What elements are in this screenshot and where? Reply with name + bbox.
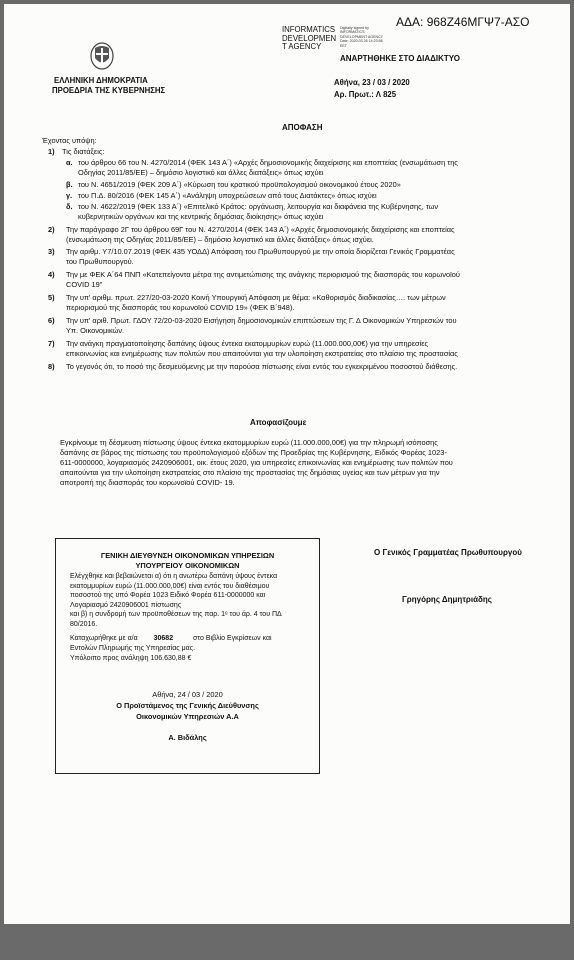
stamp-head-title: Ο Προϊστάμενος της Γενικής Διεύθυνσης	[116, 701, 259, 710]
greek-emblem-icon	[90, 42, 114, 70]
text-line: του Ν. 4622/2019 (ΦΕΚ 133 Α΄) «Επιτελικό Κράτος: οργάνωση, λειτουργία και διαφάνεια της Κυβέρνησης, των	[78, 202, 439, 211]
text-line: Την υπ' αριθ. Πρωτ. ΓΔΟΥ 72/20-03-2020 Εισήγηση δημοσιονομικών επιπτώσεων της Γ. Δ Οικονομικών Υπηρεσιών του	[66, 316, 457, 325]
text-line: 80/2016.	[70, 620, 98, 628]
text-line: και β) η συνδρομή των προϋποθέσεων της παρ. 1ᵉ του άρ. 4 του ΠΔ	[70, 611, 282, 619]
text-line: του Π.Δ. 80/2016 (ΦΕΚ 145 Α΄) «Ανάληψη υποχρεώσεων από τους Διατάκτες» όπως ισχύει	[78, 191, 377, 200]
item-text	[66, 225, 455, 245]
protocol-number: Αρ. Πρωτ.: Λ 825	[334, 90, 397, 99]
item-number: 1)	[48, 147, 55, 156]
text-line: του Πρωθυπουργού.	[66, 257, 134, 266]
item-text	[66, 270, 460, 290]
stamp-date: Αθήνα, 24 / 03 / 2020	[152, 690, 223, 699]
text-line: Την αριθμ. Υ7/10.07.2019 (ΦΕΚ 435 ΥΟΔΔ) Απόφαση του Πρωθυπουργού με την οποία διορίζεται Γενικός Γραμματέας	[66, 247, 455, 256]
text-line: περιορισμού της διασποράς του κορωνοϊού COVID 19» (ΦΕΚ Β΄948).	[66, 303, 295, 312]
org-subname: ΠΡΟΕΔΡΙΑ ΤΗΣ ΚΥΒΕΡΝΗΣΗΣ	[52, 86, 166, 95]
informatics-line: INFORMATICS	[282, 25, 336, 34]
stamp-body	[70, 572, 282, 630]
sub-item-marker: δ.	[66, 202, 73, 211]
text-line: αποτροπή της διασποράς του κορωνοϊού COVID- 19.	[60, 478, 235, 487]
secretary-name: Γρηγόρης Δημητριάδης	[402, 595, 492, 604]
item-number: 6)	[48, 316, 55, 325]
decision-text	[60, 438, 453, 488]
text-line: επικοινωνίας και ενημέρωσης των πολιτών που απαιτούνται για την υλοποίηση εκστρατείας στο πλαίσιο της προστασίας	[66, 349, 458, 358]
text-line: του άρθρου 66 του Ν. 4270/2014 (ΦΕΚ 143 Α΄) «Αρχές δημοσιονομικής διαχείρισης και εποπτείας (ενσωμάτωση της	[78, 158, 458, 167]
item-number: 7)	[48, 339, 55, 348]
item-text	[66, 339, 458, 359]
item-number: 4)	[48, 270, 55, 279]
item-number: 8)	[48, 362, 55, 371]
text-line: Ελέγχθηκε και βεβαιώνεται α) ότι η ανωτέρω δαπάνη ύψους έντεκα	[70, 573, 278, 580]
text-line: Οδηγίας 2011/85/ΕΕ) – δημόσιο λογιστικό και άλλες διατάξεις» όπως ισχύει	[78, 168, 324, 177]
ada-code: ΑΔΑ: 968Z46ΜΓΨ7-ΑΣΟ	[396, 15, 530, 29]
sub-item-marker: γ.	[66, 191, 73, 200]
text-line: δαπάνης σε βάρος της πίστωσης του προϋπολογισμού εξόδων της Προεδρίας της Κυβέρνησης, Ειδικός Φορέας 1023-	[60, 448, 447, 457]
sub-item-text	[78, 180, 401, 190]
decide-heading: Αποφασίζουμε	[250, 418, 307, 427]
text-line: Την με ΦΕΚ Α΄64 ΠΝΠ «Κατεπείγοντα μέτρα της αντιμετώπισης της ανάγκης περιορισμού της διασποράς του κορωνοϊού	[66, 270, 460, 279]
text-line: Εγκρίνουμε τη δέσμευση πίστωσης ύψους έντεκα εκατομμυρίων ευρώ (11.000.000,00€) για την πληρωμή ισόποσης	[60, 438, 438, 447]
text-line: Την παράγραφο 2Γ του άρθρου 69Γ του Ν. 4270/2014 (ΦΕΚ 143 Α΄) «Αρχές δημοσιονομικής διαχείρισης και εποπτείας	[66, 225, 455, 234]
text-line: Το γεγονός ότι, το ποσό της δεσμευόμενης με την παρούσα πίστωσης είναι εντός του εγκεκριμένου ποσοστού διάθεσης.	[66, 362, 458, 371]
remaining-balance: Υπόλοιπο προς ανάληψη 106.630,88 €	[70, 655, 192, 662]
signature-line: DEVELOPMENT AGENCY	[340, 34, 384, 39]
informatics-line: DEVELOPMEN	[282, 33, 337, 43]
document-title: ΑΠΟΦΑΣΗ	[282, 123, 323, 132]
recorded-line	[70, 634, 272, 644]
sub-item-marker: β.	[66, 180, 73, 189]
text-line: Λογαριασμό 2420906001 πίστωσης	[70, 601, 182, 609]
org-name: ΕΛΛΗΝΙΚΗ ΔΗΜΟΚΡΑΤΙΑ	[54, 76, 148, 85]
posted-online-label: ΑΝΑΡΤΗΘΗΚΕ ΣΤΟ ΔΙΑΔΙΚΤΥΟ	[340, 54, 460, 63]
item-number: 3)	[48, 247, 55, 256]
item-text: Τις διατάξεις:	[62, 147, 105, 156]
intro-text: Έχοντας υπόψη:	[42, 136, 97, 145]
sub-item-text	[78, 158, 458, 178]
stamp-subtitle: ΥΠΟΥΡΓΕΙΟΥ ΟΙΚΟΝΟΜΙΚΩΝ	[135, 561, 240, 570]
sub-item-text	[78, 191, 377, 201]
text-line: του Ν. 4651/2019 (ΦΕΚ 209 Α΄) «Κύρωση του κρατικού προϋπολογισμού οικονομικού έτους 2020»	[78, 180, 401, 189]
item-text	[66, 247, 455, 267]
sub-item-text	[78, 202, 438, 222]
text-line: κυβερνητικών οργάνων και της κεντρικής δημόσιας διοίκησης» όπως ισχύει	[78, 212, 324, 221]
text-line: (ενσωμάτωση της Οδηγίας 2011/85/ΕΕ) – δημόσιο λογιστικό και άλλες διατάξεις» όπως ισχύει.	[66, 235, 374, 244]
text-line: Την ανάγκη πραγματοποίησης δαπάνης ύψους έντεκα εκατομμυρίων ευρώ (11.000.000,00€) για την υπηρεσίες	[66, 339, 429, 348]
text-line: Την υπ' αριθμ. πρωτ. 227/20-03-2020 Κοινή Υπουργική Απόφαση με θέμα: «Καθορισμός διαδικασίας…. των μέτρων	[66, 293, 446, 302]
date-place: Αθήνα, 23 / 03 / 2020	[334, 78, 410, 87]
sub-item-marker: α.	[66, 158, 73, 167]
decision-document	[4, 4, 570, 924]
stamp-title: ΓΕΝΙΚΗ ΔΙΕΥΘΥΝΣΗ ΟΙΚΟΝΟΜΙΚΩΝ ΥΠΗΡΕΣΙΩΝ	[100, 551, 275, 560]
recorded-number: 30682	[153, 635, 174, 642]
item-number: 2)	[48, 225, 55, 234]
text-line: COVID 19"	[66, 280, 103, 289]
stamp-head-subtitle: Οικονομικών Υπηρεσιών Α.Α	[136, 712, 239, 721]
stamp-signatory-name: Α. Βιδάλης	[168, 733, 207, 742]
item-text	[66, 316, 457, 336]
text-line: 611-0000000, λογαριασμός 2420906001, οικ. έτους 2020, για υπηρεσίες επικοινωνίας και ενημέρωσης των πολιτών που	[60, 458, 453, 467]
text-line: απαιτούνται για την υλοποίηση εκστρατείας στο πλαίσιο της προστασίας της δημόσιας υγείας και των μέτρων για την	[60, 468, 440, 477]
informatics-label	[282, 26, 336, 52]
secretary-title: Ο Γενικός Γραμματέας Πρωθυπουργού	[374, 548, 522, 557]
signature-line: Digitally signed by	[340, 26, 369, 30]
item-number: 5)	[48, 293, 55, 302]
text-line: ποσοστού της υπό Φορέα 1023 Ειδικό Φορέα 611-0000000 και	[70, 592, 266, 600]
text-line: εκατομμυρίων ευρώ (11.000.000,00€) είναι εντός του διαθέσιμου	[70, 582, 270, 590]
item-text	[66, 293, 446, 313]
digital-signature	[340, 26, 383, 48]
item-text	[66, 362, 457, 372]
signature-line: EET	[340, 43, 347, 48]
signature-line: INFORMATICS	[340, 30, 365, 35]
signature-line: Date: 2020.03.26 14:23:58	[340, 39, 383, 44]
text-line: Υπ. Οικονομικών.	[66, 326, 125, 335]
recorded-suffix: στο Βιβλίο Εγκρίσεων και	[193, 635, 272, 642]
informatics-line: T AGENCY	[282, 42, 322, 52]
recorded-label: Καταχωρήθηκε με α/α	[70, 635, 138, 642]
recorded-line-2: Εντολών Πληρωμής της Υπηρεσίας μας.	[70, 645, 196, 652]
